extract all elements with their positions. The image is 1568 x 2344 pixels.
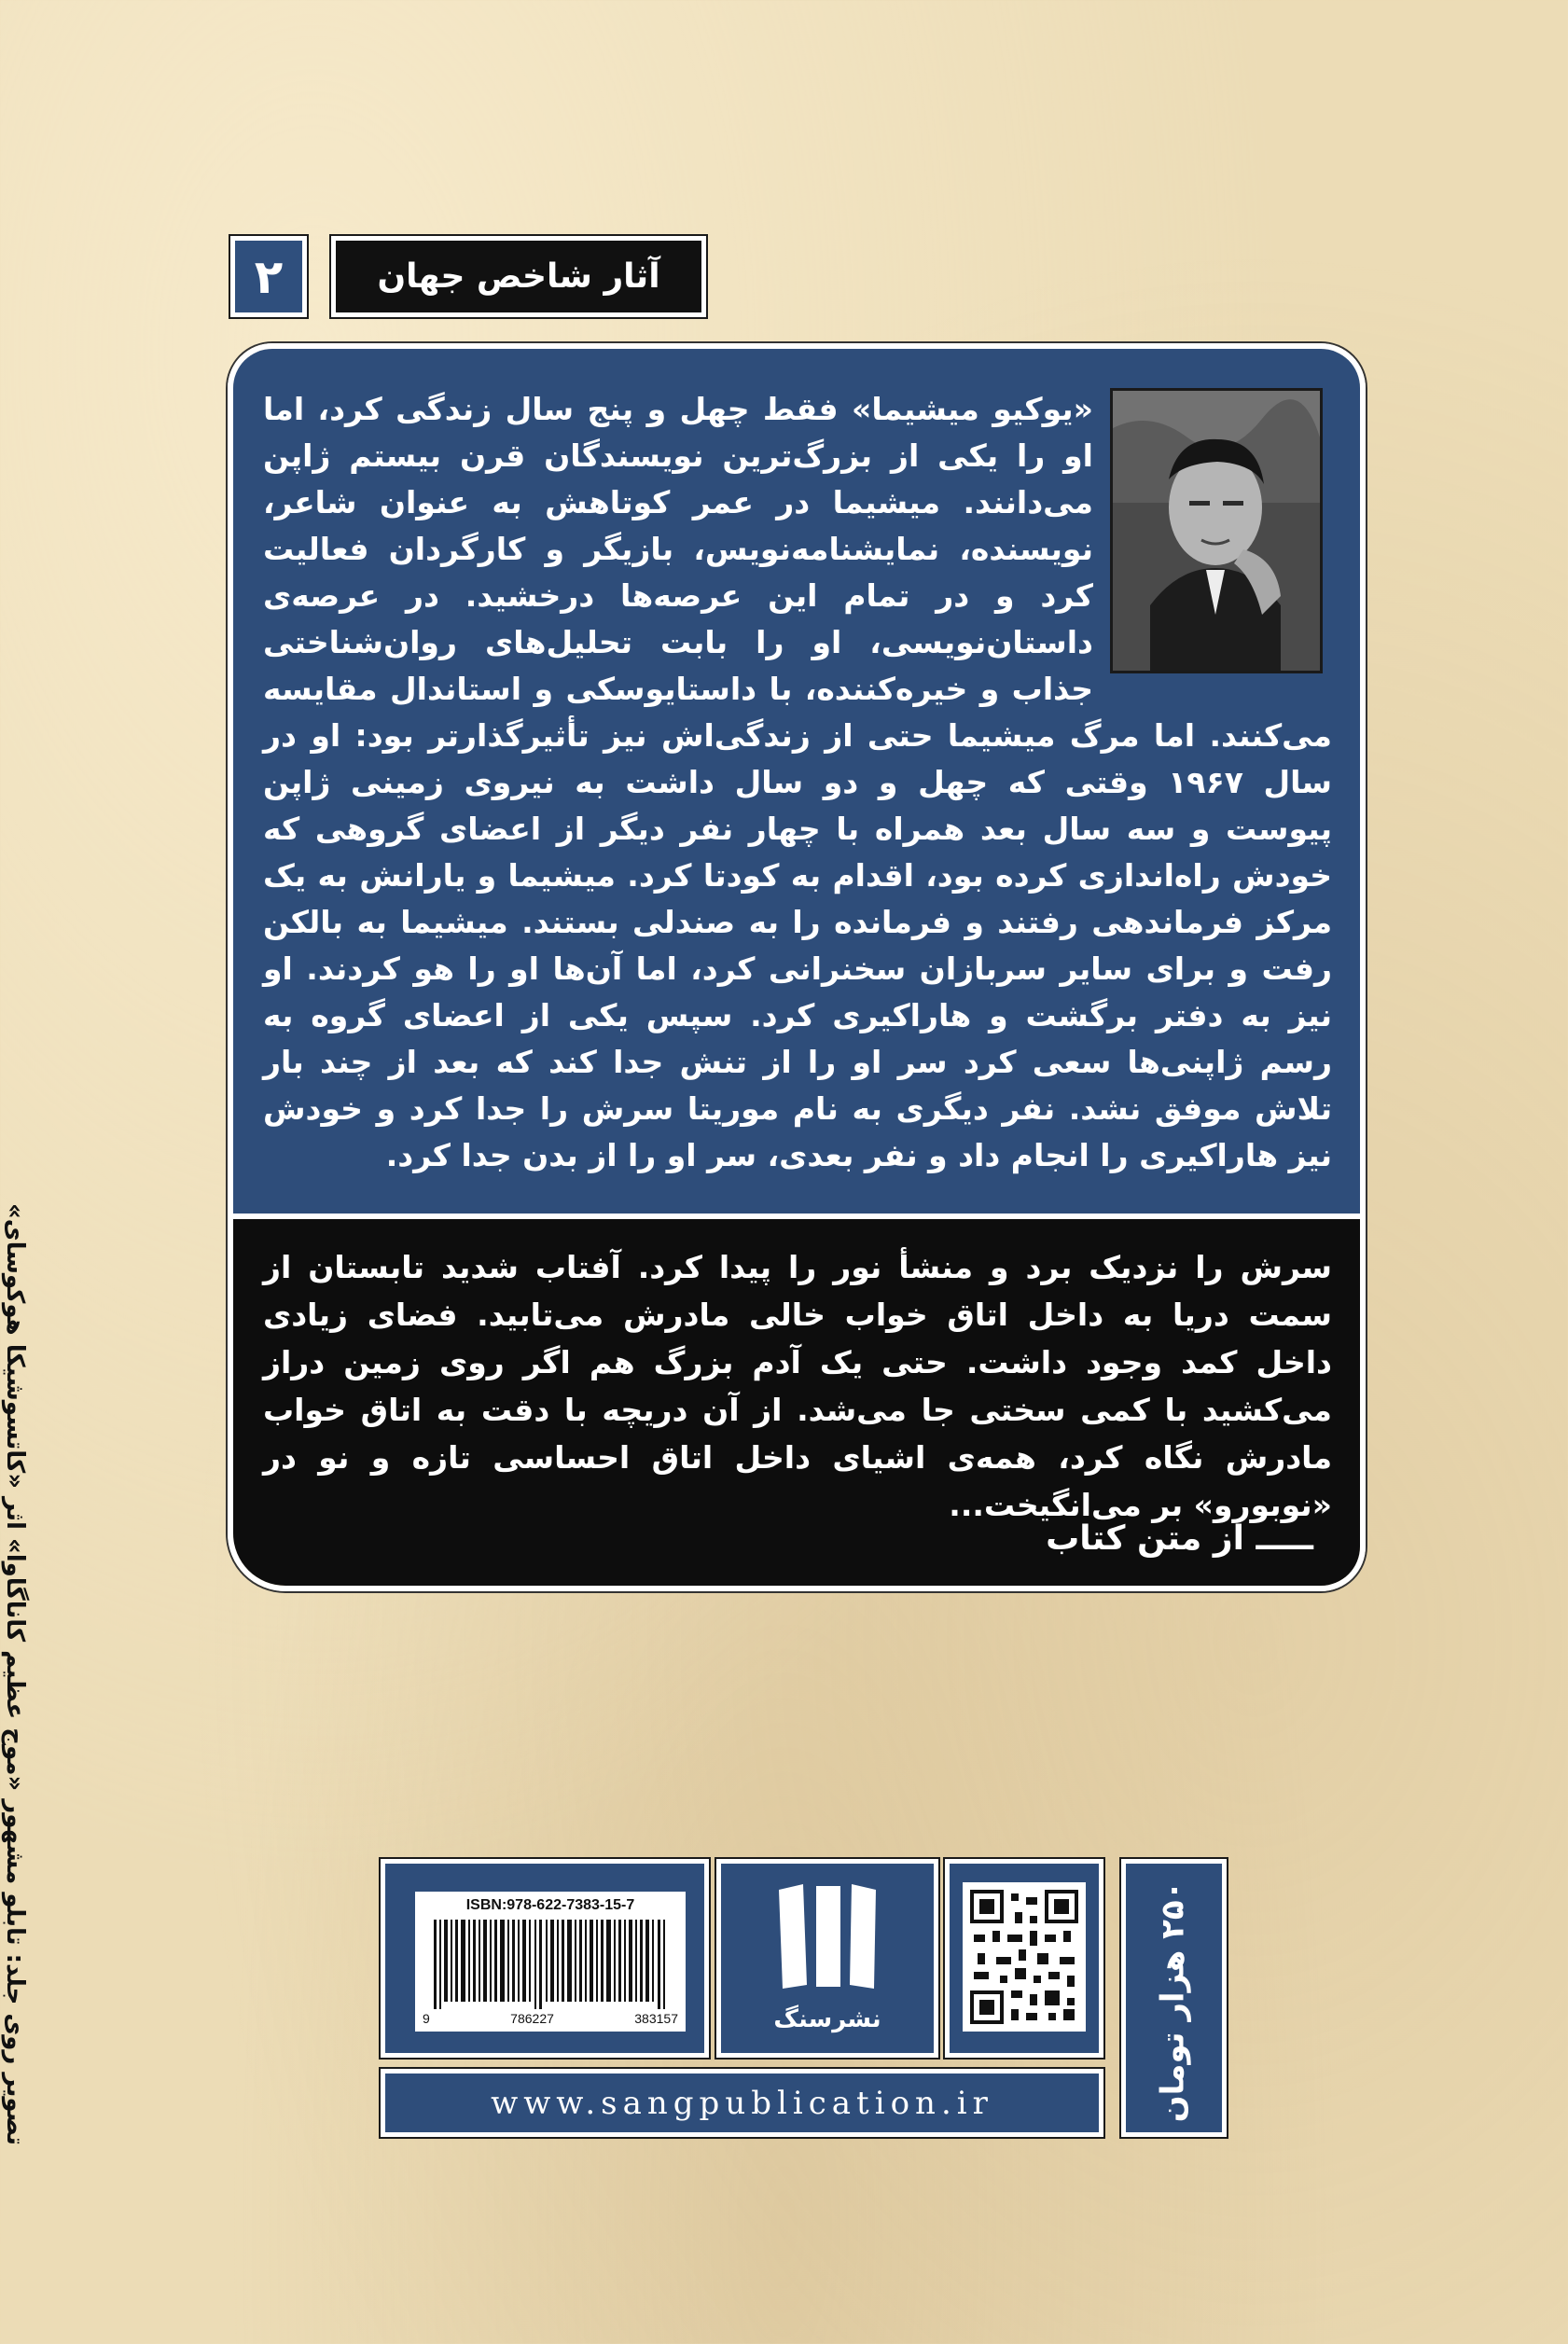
barcode-box bbox=[381, 1859, 709, 2058]
barcode-digit-group: 9 bbox=[423, 2011, 430, 2026]
website-url[interactable]: www.sangpublication.ir bbox=[491, 2084, 993, 2122]
author-bio-paragraph: «یوکیو میشیما» فقط چهل و پنج سال زندگی کرد، اما او را یکی از بزرگ‌ترین نویسندگان قرن بیستم ژاپن می‌دانند. میشیما در عمر کوتاهش به عنوان شاعر، نویسنده، نمایشنامه‌نویس، بازیگر و کارگردان فعالیت کرد و در تمام این عرصه‌ها درخشید. در عرصه‌ی داستان‌نویسی، او را بابت تحلیل‌های روان‌شناختی جذاب و خیره‌کننده، با داستایوسکی و استاندال مقایسه می‌کنند. اما مرگ میشیما حتی از زندگی‌اش نیز تأثیرگذارتر بود: او در سال ۱۹۶۷ وقتی که چهل و دو سال داشت به نیروی زمینی ژاپن پیوست و سه سال بعد همراه با چهار نفر دیگر از اعضای گروهی که خودش راه‌اندازی کرده بود، اقدام به کودتا کرد. میشیما و یارانش به یک مرکز فرماندهی رفتند و فرمانده را به صندلی بستند. میشیما به بالکن رفت و برای سایر سربازان سخنرانی کرد، اما آن‌ها او را هو کردند. او نیز به دفتر برگشت و هاراکیری کرد. سپس یکی از اعضای گروه به رسم ژاپنی‌ها سعی کرد سر او را از تنش جدا کند که بعد از چند بار تلاش موفق نشد. نفر دیگری به نام موریتا سرش را جدا کرد و خودش نیز هاراکیری را انجام داد و نفر بعدی، سر او را از بدن جدا کرد. bbox=[263, 391, 1332, 1173]
author-bio-section bbox=[233, 349, 1360, 1214]
cover-image-credit: تصویر روی جلد: تابلو مشهور «موج عظیم کاناگاوا» اثر «کاتسوشیکا هوکوسای» bbox=[1, 1202, 29, 2146]
barcode-digits bbox=[423, 2011, 678, 2026]
series-number-badge: ۲ bbox=[230, 236, 307, 317]
barcode-card bbox=[415, 1892, 686, 2032]
publisher-logo-icon bbox=[775, 1880, 883, 1992]
excerpt-text: سرش را نزدیک برد و منشأ نور را پیدا کرد. آفتاب شدید تابستان از سمت دریا به داخل اتاق خواب خالی مادرش می‌تابید. فضای زیادی داخل کمد وجود داشت. حتی یک آدم بزرگ هم اگر روی زمین دراز می‌کشید با کمی سختی جا می‌شد. از آن دریچه با دقت به اتاق خواب مادرش نگاه کرد، همه‌ی اشیای داخل اتاق احساسی تازه و نو در «نوبورو» بر می‌انگیخت... bbox=[263, 1249, 1332, 1523]
excerpt-source: ـــــ از متن کتاب bbox=[1046, 1519, 1313, 1558]
blurb-panel bbox=[228, 343, 1366, 1591]
publisher-name: نشرسنگ bbox=[773, 2005, 881, 2033]
website-box bbox=[381, 2069, 1103, 2137]
price-box bbox=[1121, 1859, 1227, 2137]
barcode-digit-group: 786227 bbox=[510, 2011, 554, 2026]
photo-spacer bbox=[1093, 386, 1332, 701]
qr-code-icon bbox=[963, 1882, 1086, 2032]
qr-box bbox=[945, 1859, 1103, 2058]
barcode-icon bbox=[434, 1920, 667, 2009]
price-label: ۲۵۰ هزار تومان bbox=[1154, 1880, 1192, 2123]
publisher-logo-box bbox=[716, 1859, 938, 2058]
author-bio-text bbox=[263, 386, 1332, 1179]
barcode-digit-group: 383157 bbox=[634, 2011, 678, 2026]
excerpt-section bbox=[233, 1214, 1360, 1591]
series-title-badge: آثار شاخص جهان bbox=[331, 236, 706, 317]
isbn-text: ISBN:978-622-7383-15-7 bbox=[465, 1897, 635, 1913]
